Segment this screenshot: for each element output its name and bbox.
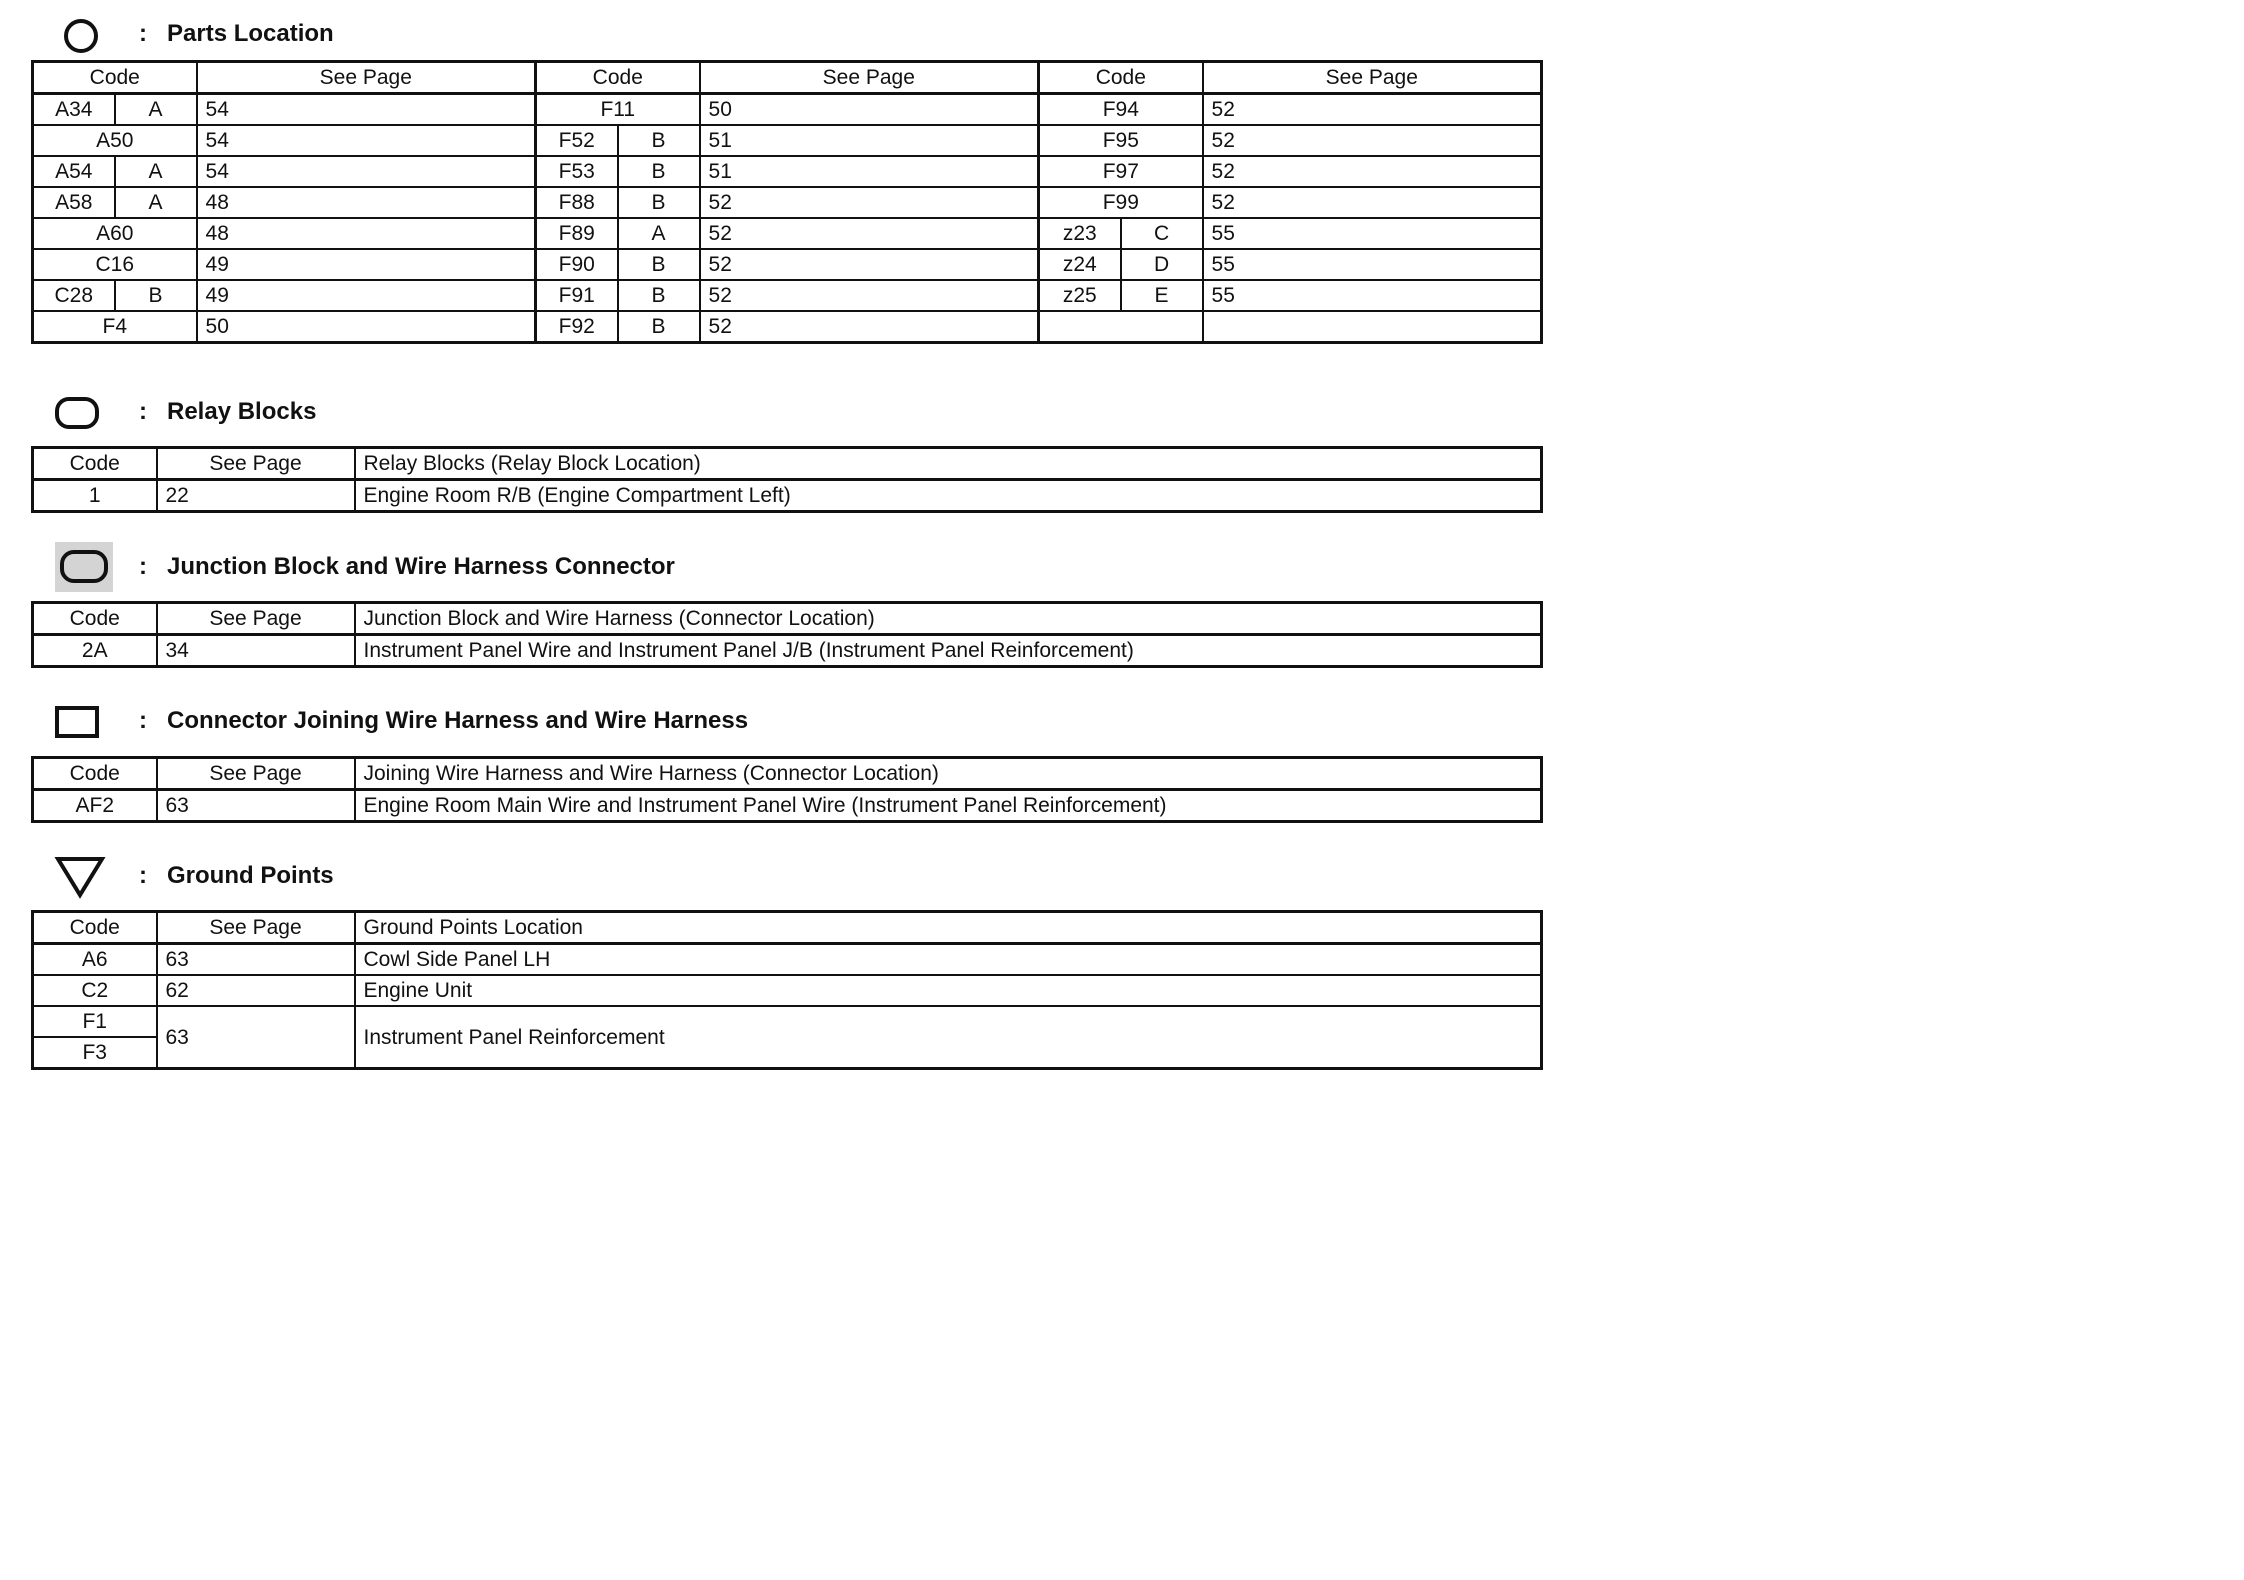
connector-suffix-cell: A — [618, 218, 700, 249]
section-title: Ground Points — [167, 862, 334, 889]
page-cell: 54 — [197, 94, 536, 126]
code-cell — [1039, 311, 1203, 343]
code-cell: AF2 — [33, 790, 157, 822]
page-cell: 55 — [1203, 218, 1542, 249]
page-cell: 54 — [197, 156, 536, 187]
section-colon: : — [139, 862, 147, 889]
code-cell: A50 — [33, 125, 197, 156]
connector-suffix-cell: D — [1121, 249, 1203, 280]
table-row — [33, 218, 1542, 249]
parts-location-table — [31, 60, 1543, 344]
rectangle-icon — [54, 705, 100, 739]
code-cell: A34 — [33, 94, 115, 126]
shaded-rounded-rect-icon — [55, 542, 113, 592]
page-cell: 52 — [700, 311, 1039, 343]
see-page-header: See Page — [157, 448, 355, 480]
code-cell: F97 — [1039, 156, 1203, 187]
code-cell: 1 — [33, 480, 157, 512]
table-row — [33, 187, 1542, 218]
description-cell: Cowl Side Panel LH — [355, 944, 1542, 976]
table-row — [33, 125, 1542, 156]
page-cell: 52 — [1203, 125, 1542, 156]
see-page-header: See Page — [157, 603, 355, 635]
description-cell: Engine Room Main Wire and Instrument Panel Wire (Instrument Panel Reinforcement) — [355, 790, 1542, 822]
connector-suffix-cell: B — [618, 125, 700, 156]
table-row — [33, 944, 1542, 976]
section-title: Relay Blocks — [167, 398, 317, 425]
connector-suffix-cell: B — [115, 280, 197, 311]
code-cell: F52 — [536, 125, 618, 156]
page-cell: 62 — [157, 975, 355, 1006]
description-header: Relay Blocks (Relay Block Location) — [355, 448, 1542, 480]
see-page-header: See Page — [700, 62, 1039, 94]
table-row — [33, 249, 1542, 280]
code-cell: F3 — [33, 1037, 157, 1069]
table-row — [33, 790, 1542, 822]
code-cell: F99 — [1039, 187, 1203, 218]
code-header: Code — [33, 912, 157, 944]
connector-suffix-cell: A — [115, 156, 197, 187]
description-cell: Engine Room R/B (Engine Compartment Left) — [355, 480, 1542, 512]
page-cell: 50 — [197, 311, 536, 343]
table-header-row — [33, 603, 1542, 635]
see-page-header: See Page — [1203, 62, 1542, 94]
code-cell: F95 — [1039, 125, 1203, 156]
page-cell: 63 — [157, 1006, 355, 1069]
code-cell: z24 — [1039, 249, 1121, 280]
see-page-header: See Page — [157, 912, 355, 944]
page-cell: 55 — [1203, 249, 1542, 280]
connector-suffix-cell: E — [1121, 280, 1203, 311]
description-header: Joining Wire Harness and Wire Harness (Connector Location) — [355, 758, 1542, 790]
code-cell: z23 — [1039, 218, 1121, 249]
connector-suffix-cell: B — [618, 187, 700, 218]
code-cell: C28 — [33, 280, 115, 311]
table-row — [33, 280, 1542, 311]
code-cell: C16 — [33, 249, 197, 280]
code-cell: F53 — [536, 156, 618, 187]
ground-points-table — [31, 910, 1543, 1070]
page-cell: 48 — [197, 218, 536, 249]
code-cell: z25 — [1039, 280, 1121, 311]
page-cell: 63 — [157, 790, 355, 822]
page-cell: 48 — [197, 187, 536, 218]
code-cell: 2A — [33, 635, 157, 667]
code-header: Code — [33, 448, 157, 480]
table-row — [33, 156, 1542, 187]
table-header-row — [33, 912, 1542, 944]
page-cell: 52 — [700, 249, 1039, 280]
see-page-header: See Page — [157, 758, 355, 790]
connector-suffix-cell: B — [618, 156, 700, 187]
table-header-row — [33, 62, 1542, 94]
page-cell: 54 — [197, 125, 536, 156]
connector-suffix-cell: A — [115, 94, 197, 126]
code-header: Code — [536, 62, 700, 94]
description-cell: Instrument Panel Reinforcement — [355, 1006, 1542, 1069]
connector-joining-table — [31, 756, 1543, 823]
page-cell: 51 — [700, 125, 1039, 156]
page-cell: 55 — [1203, 280, 1542, 311]
relay-blocks-table — [31, 446, 1543, 513]
description-cell: Engine Unit — [355, 975, 1542, 1006]
table-row — [33, 635, 1542, 667]
code-header: Code — [33, 603, 157, 635]
page-cell: 49 — [197, 280, 536, 311]
section-title: Parts Location — [167, 20, 334, 47]
code-cell: C2 — [33, 975, 157, 1006]
connector-suffix-cell: B — [618, 280, 700, 311]
code-cell: F94 — [1039, 94, 1203, 126]
table-row — [33, 1006, 1542, 1037]
code-cell: F11 — [536, 94, 700, 126]
page-cell: 52 — [1203, 94, 1542, 126]
table-row — [33, 311, 1542, 343]
rounded-rect-icon — [54, 396, 100, 430]
circle-icon — [62, 17, 100, 55]
junction-block-table — [31, 601, 1543, 668]
page-cell — [1203, 311, 1542, 343]
see-page-header: See Page — [197, 62, 536, 94]
table-header-row — [33, 448, 1542, 480]
connector-suffix-cell: C — [1121, 218, 1203, 249]
code-cell: F91 — [536, 280, 618, 311]
page-cell: 34 — [157, 635, 355, 667]
description-header: Junction Block and Wire Harness (Connector Location) — [355, 603, 1542, 635]
table-row — [33, 94, 1542, 126]
page-cell: 52 — [700, 218, 1039, 249]
page-cell: 52 — [700, 280, 1039, 311]
code-cell: A58 — [33, 187, 115, 218]
connector-suffix-cell: B — [618, 311, 700, 343]
page-cell: 52 — [700, 187, 1039, 218]
page-cell: 63 — [157, 944, 355, 976]
section-colon: : — [139, 398, 147, 425]
code-cell: F90 — [536, 249, 618, 280]
code-header: Code — [33, 758, 157, 790]
connector-suffix-cell: B — [618, 249, 700, 280]
section-title: Connector Joining Wire Harness and Wire Harness — [167, 707, 749, 734]
description-cell: Instrument Panel Wire and Instrument Panel J/B (Instrument Panel Reinforcement) — [355, 635, 1542, 667]
code-cell: A6 — [33, 944, 157, 976]
page-cell: 22 — [157, 480, 355, 512]
section-colon: : — [139, 20, 147, 47]
code-header: Code — [1039, 62, 1203, 94]
code-cell: F88 — [536, 187, 618, 218]
triangle-down-icon — [54, 855, 106, 899]
page-cell: 50 — [700, 94, 1039, 126]
table-row — [33, 480, 1542, 512]
page-cell: 51 — [700, 156, 1039, 187]
page-cell: 49 — [197, 249, 536, 280]
page-cell: 52 — [1203, 156, 1542, 187]
connector-suffix-cell: A — [115, 187, 197, 218]
code-header: Code — [33, 62, 197, 94]
section-colon: : — [139, 553, 147, 580]
code-cell: A54 — [33, 156, 115, 187]
section-colon: : — [139, 707, 147, 734]
page-cell: 52 — [1203, 187, 1542, 218]
code-cell: F4 — [33, 311, 197, 343]
section-title: Junction Block and Wire Harness Connector — [167, 553, 675, 580]
table-header-row — [33, 758, 1542, 790]
description-header: Ground Points Location — [355, 912, 1542, 944]
table-row — [33, 975, 1542, 1006]
code-cell: F92 — [536, 311, 618, 343]
code-cell: A60 — [33, 218, 197, 249]
code-cell: F89 — [536, 218, 618, 249]
code-cell: F1 — [33, 1006, 157, 1037]
